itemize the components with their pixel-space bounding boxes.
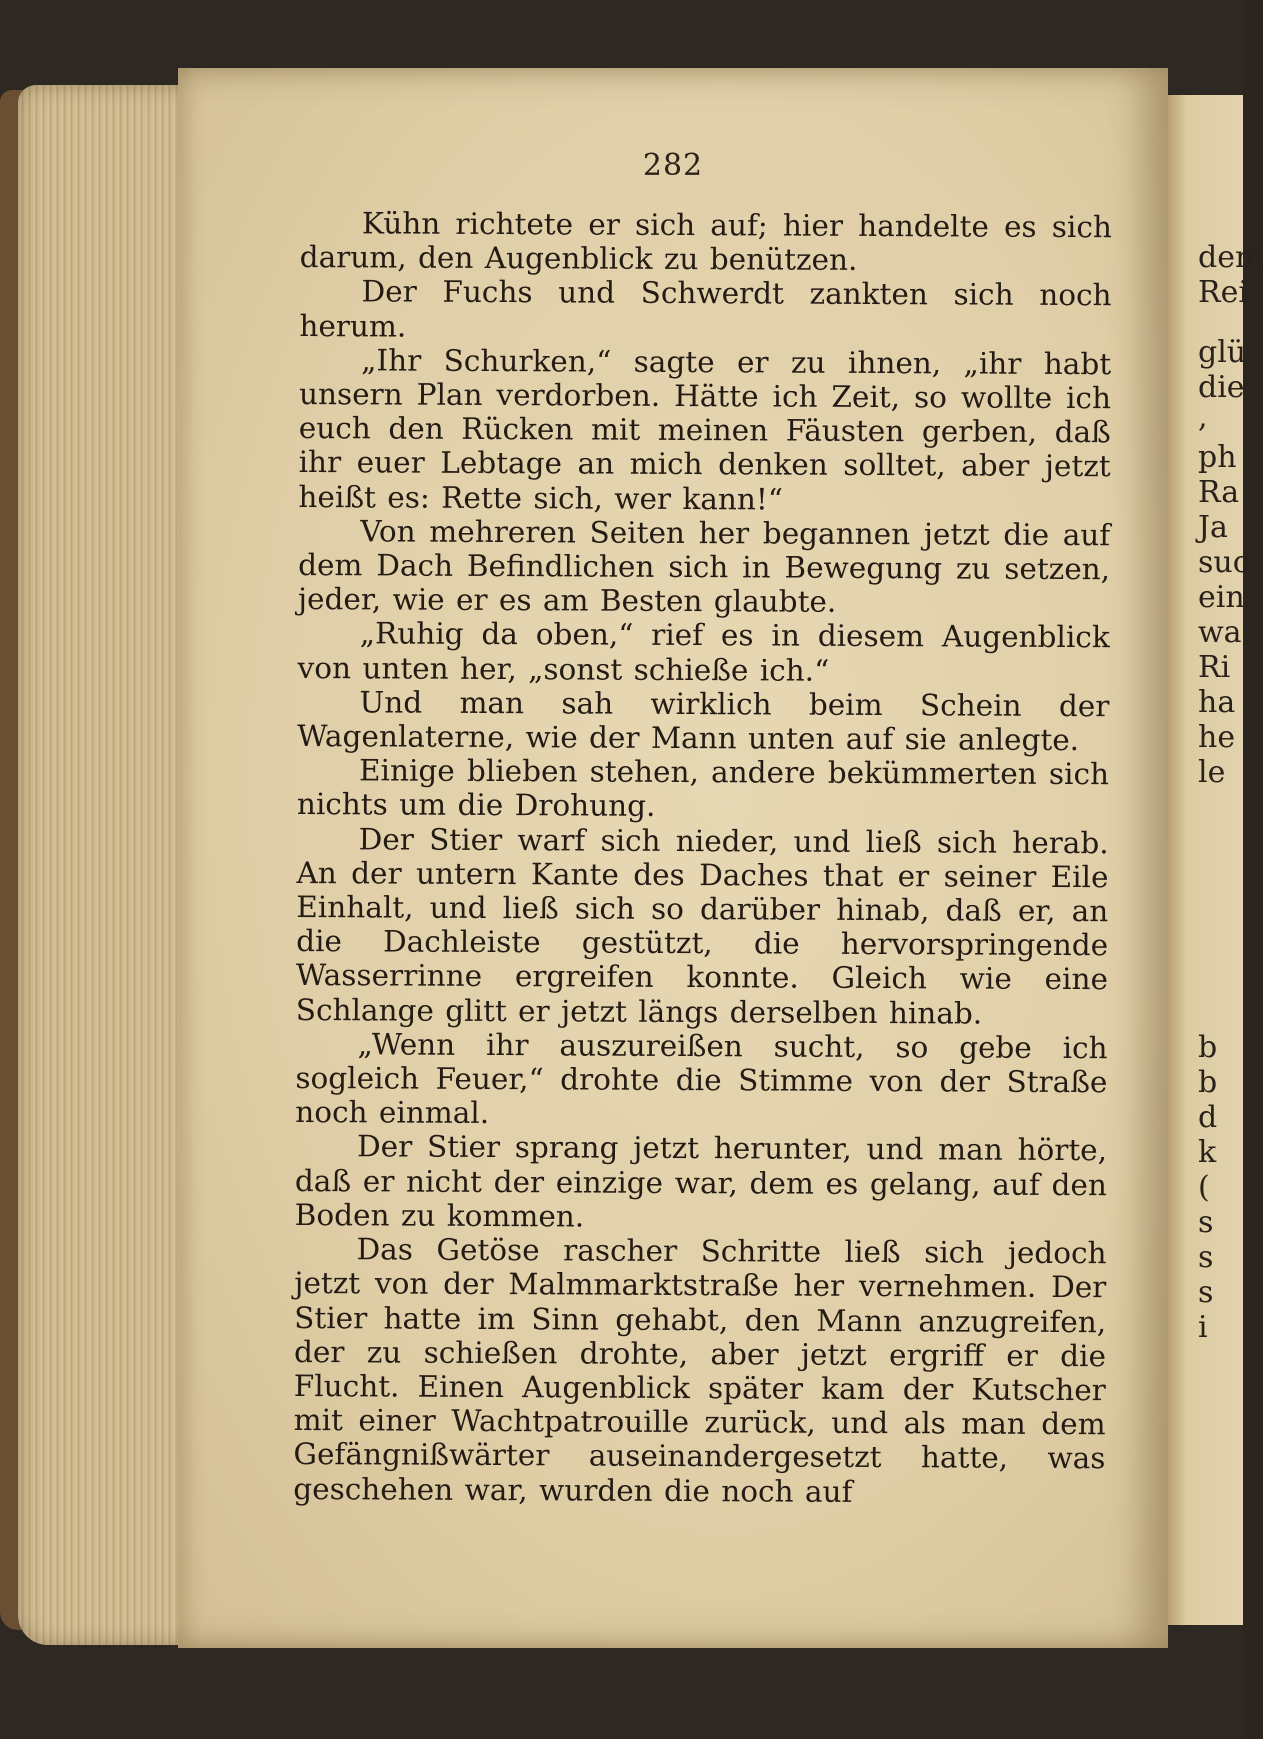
paragraph: Kühn richtete er sich auf; hier handelte es sich darum, den Augenblick zu benützen. — [299, 206, 1112, 278]
facing-page-fragment: s — [1198, 1275, 1214, 1310]
facing-page-fragment: i — [1198, 1310, 1208, 1345]
facing-page-fragment: Rei — [1198, 275, 1248, 310]
page-text — [293, 206, 1112, 1510]
paragraph: Und man sah wirklich beim Schein der Wagenlaterne, wie der Mann unten auf sie anlegte. — [297, 685, 1110, 758]
paragraph: „Ihr Schurken,“ sagte er zu ihnen, „ihr habt unsern Plan verdorben. Hätte ich Zeit, so wollte ich euch den Rücken mit meinen Fäusten gerben, daß ihr euer Lebtage an mich denken solltet, aber jetzt heißt es: Rette sich, wer kann!“ — [298, 343, 1112, 517]
page-number: 282 — [642, 148, 704, 183]
facing-page-fragment: ein — [1198, 580, 1245, 615]
facing-page-fragment: Ra — [1198, 475, 1240, 510]
paragraph: Der Stier warf sich nieder, und ließ sich herab. An der untern Kante des Daches that er seiner Eile Einhalt, und ließ sich so darüber hinab, daß er, an die Dachleiste gestützt, die hervorspringende Wasserrinne ergreifen konnte. Gleich wie eine Schlange glitt er jetzt längs derselben hinab. — [295, 821, 1109, 1031]
facing-page-fragment: Ri — [1198, 650, 1231, 685]
facing-page-fragment: ha — [1198, 685, 1236, 720]
paragraph: „Wenn ihr auszureißen sucht, so gebe ich sogleich Feuer,“ drohte die Stimme von der Straße noch einmal. — [295, 1027, 1108, 1131]
paragraph: Das Getöse rascher Schritte ließ sich jedoch jetzt von der Malmmarktstraße her vernehmen. Der Stier hatte im Sinn gehabt, den Mann anzugreifen, der zu schießen drohte, aber jetzt ergriff er die Flucht. Einen Augenblick später kam der Kutscher mit einer Wachtpatrouille zurück, und als man dem Gefängnißwärter auseinandergesetzt hatte, was geschehen war, wurden die noch auf — [293, 1232, 1107, 1509]
paragraph: Der Fuchs und Schwerdt zankten sich noch herum. — [299, 274, 1112, 344]
facing-page-fragment: d — [1198, 1100, 1218, 1135]
facing-page-fragment: , — [1198, 400, 1208, 435]
facing-page-fragment: glü — [1198, 335, 1247, 370]
facing-page-fragment: le — [1198, 755, 1226, 790]
paragraph: „Ruhig da oben,“ rief es in diesem Augenblick von unten her, „sonst schieße ich.“ — [297, 616, 1110, 688]
facing-page-fragment: die — [1198, 370, 1245, 405]
book-page — [178, 68, 1168, 1648]
facing-page-fragment: dem — [1198, 240, 1263, 275]
facing-page-edge — [1168, 95, 1263, 1625]
facing-page-fragment: wa — [1198, 615, 1242, 650]
facing-page-fragment: s — [1198, 1205, 1214, 1240]
facing-page-fragment: b — [1198, 1030, 1218, 1065]
facing-page-fragment: suc — [1198, 545, 1250, 580]
facing-page-fragment: b — [1198, 1065, 1218, 1100]
paragraph: Einige blieben stehen, andere bekümmerten sich nichts um die Drohung. — [296, 753, 1110, 824]
facing-page-fragment: Ja — [1198, 510, 1228, 545]
facing-page-fragment: ( — [1198, 1170, 1210, 1205]
facing-page-fragment: he — [1198, 720, 1236, 755]
paragraph: Der Stier sprang jetzt herunter, und man hörte, daß er nicht der einzige war, dem es gelang, auf den Boden zu kommen. — [294, 1129, 1108, 1234]
facing-page-fragment: k — [1198, 1135, 1217, 1170]
paragraph: Von mehreren Seiten her begannen jetzt die auf dem Dach Befindlichen sich in Bewegung zu setzen, jeder, wie er es am Besten glaubte. — [297, 514, 1111, 620]
facing-page-fragment: ph — [1198, 440, 1237, 475]
facing-page-fragment: s — [1198, 1240, 1214, 1275]
